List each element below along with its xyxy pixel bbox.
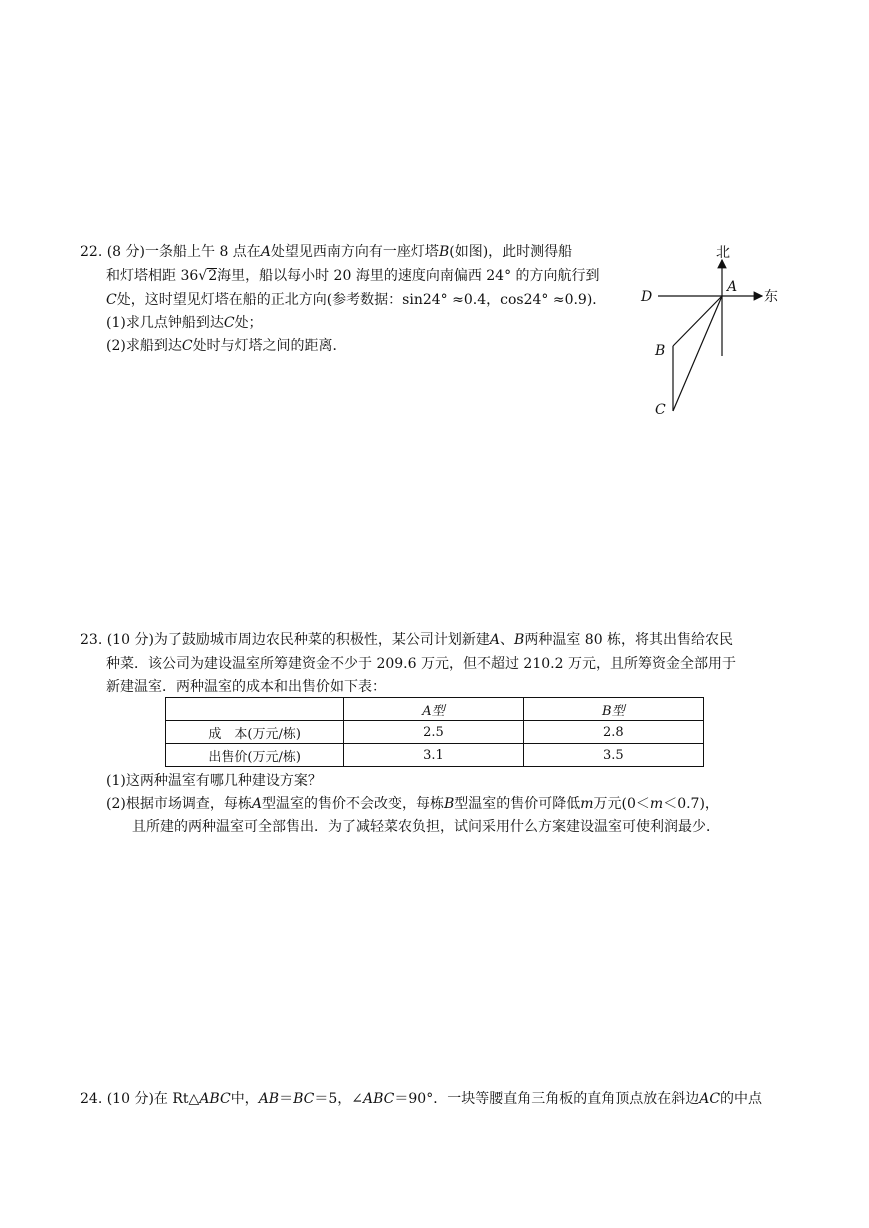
q24-text: ＝: [279, 1091, 294, 1107]
question-points: (10 分): [106, 1091, 154, 1107]
q24-text: ＝90°．一块等腰直角三角板的直角顶点放在斜边: [394, 1091, 700, 1107]
q22-subquestion-1: [106, 314, 263, 332]
q24-text: 的中点: [720, 1091, 763, 1107]
table-cell: 2.5: [344, 721, 523, 744]
table-row: [166, 721, 704, 744]
north-label: 北: [716, 245, 730, 261]
sqrt-sign: √: [198, 268, 208, 284]
question-points: (10 分): [106, 632, 154, 648]
q23-text: 万元(0＜: [593, 796, 650, 812]
point-B-label: B: [655, 343, 666, 359]
question-points: (8 分): [106, 244, 145, 260]
sqrt-radicand: 2: [208, 268, 218, 284]
q23-text: 两种温室 80 栋，将其出售给农民: [524, 632, 734, 648]
q22-text: 和灯塔相距 36: [106, 268, 199, 284]
type-label: A: [489, 632, 501, 648]
q23-text: (2)根据市场调查，每栋: [106, 796, 252, 812]
header-B-type: B型: [602, 703, 625, 719]
question-number: 23.: [80, 632, 103, 648]
segment-AB: [673, 296, 722, 346]
q23-text: 型温室的售价可降低: [454, 796, 581, 812]
point-label: C: [106, 292, 117, 308]
east-label: 东: [764, 289, 778, 305]
variable-m: m: [649, 796, 664, 812]
table-cell: 2.8: [523, 721, 703, 744]
q23-line-2: 种菜．该公司为建设温室所筹建资金不少于 209.6 万元，但不超过 210.2 万元，且所筹资金全部用于: [106, 656, 736, 672]
greenhouse-price-table: [165, 697, 704, 767]
q22-text: 处时与灯塔之间的距离．: [192, 338, 347, 354]
q23-subquestion-1: (1)这两种温室有哪几种建设方案？: [106, 773, 322, 789]
table-row: [166, 744, 704, 767]
variable-m: m: [580, 796, 594, 812]
q22-line-3: [106, 291, 606, 309]
table-header-cell: [523, 698, 703, 721]
table-header-row: [166, 698, 704, 721]
segment-label: AB: [258, 1091, 280, 1107]
point-label: C: [223, 315, 235, 331]
q22-text: 处，这时望见灯塔在船的正北方向(参考数据：sin24° ≈0.4，cos24° ≈0.9)．: [116, 292, 607, 308]
q24-text: 在 Rt△: [153, 1091, 200, 1107]
q23-line-1: [80, 631, 733, 649]
q22-line-2: [106, 267, 600, 285]
point-label: A: [260, 244, 271, 260]
q22-text: 海里，船以每小时 20 海里的速度向南偏西 24° 的方向航行到: [217, 268, 600, 284]
type-label: A: [251, 796, 262, 812]
q22-subquestion-2: [106, 337, 347, 355]
q23-text: 为了鼓励城市周边农民种菜的积极性，某公司计划新建: [153, 632, 490, 648]
segment-label: AC: [699, 1091, 721, 1107]
angle-label: ABC: [363, 1091, 395, 1107]
segment-AC: [673, 296, 722, 411]
table-header-cell: [166, 698, 344, 721]
q23-subquestion-2-continued: 且所建的两种温室可全部售出．为了减轻菜农负担，试问采用什么方案建设温室可使利润最少．: [132, 819, 720, 835]
triangle-label: ABC: [199, 1091, 231, 1107]
q22-text: (2)求船到达: [106, 338, 182, 354]
q22-text: (如图)，此时测得船: [449, 244, 573, 260]
question-number: 24.: [80, 1091, 103, 1107]
q23-text: 、: [500, 632, 515, 648]
table-header-cell: [344, 698, 523, 721]
q22-text: 处；: [234, 315, 263, 331]
q22-text: 一条船上午 8 点在: [145, 244, 261, 260]
q23-text: 型温室的售价不会改变，每栋: [261, 796, 444, 812]
q22-text: (1)求几点钟船到达: [106, 315, 224, 331]
q23-text: ＜0.7)，: [663, 796, 719, 812]
header-A-type: A型: [422, 703, 445, 719]
q24-line-1: [80, 1090, 762, 1108]
table-cell: 3.5: [523, 744, 703, 767]
type-label: B: [514, 632, 525, 648]
question-number: 22.: [80, 244, 103, 260]
point-label: B: [438, 244, 450, 260]
point-C-label: C: [655, 402, 666, 418]
type-label: B: [443, 796, 455, 812]
point-D-label: D: [641, 289, 653, 305]
table-cell: 出售价(万元/栋): [166, 744, 344, 767]
q24-text: ＝5，∠: [314, 1091, 363, 1107]
point-label: C: [181, 338, 193, 354]
table-cell: 成 本(万元/栋): [166, 721, 344, 744]
q23-line-3: 新建温室．两种温室的成本和出售价如下表：: [106, 679, 386, 695]
q22-text: 处望见西南方向有一座灯塔: [270, 244, 439, 260]
direction-diagram: [630, 236, 790, 426]
q23-subquestion-2: [106, 795, 719, 813]
q24-text: 中，: [230, 1091, 259, 1107]
point-A-label: A: [727, 279, 738, 295]
segment-label: BC: [293, 1091, 315, 1107]
q22-line-1: [80, 243, 572, 261]
table-cell: 3.1: [344, 744, 523, 767]
